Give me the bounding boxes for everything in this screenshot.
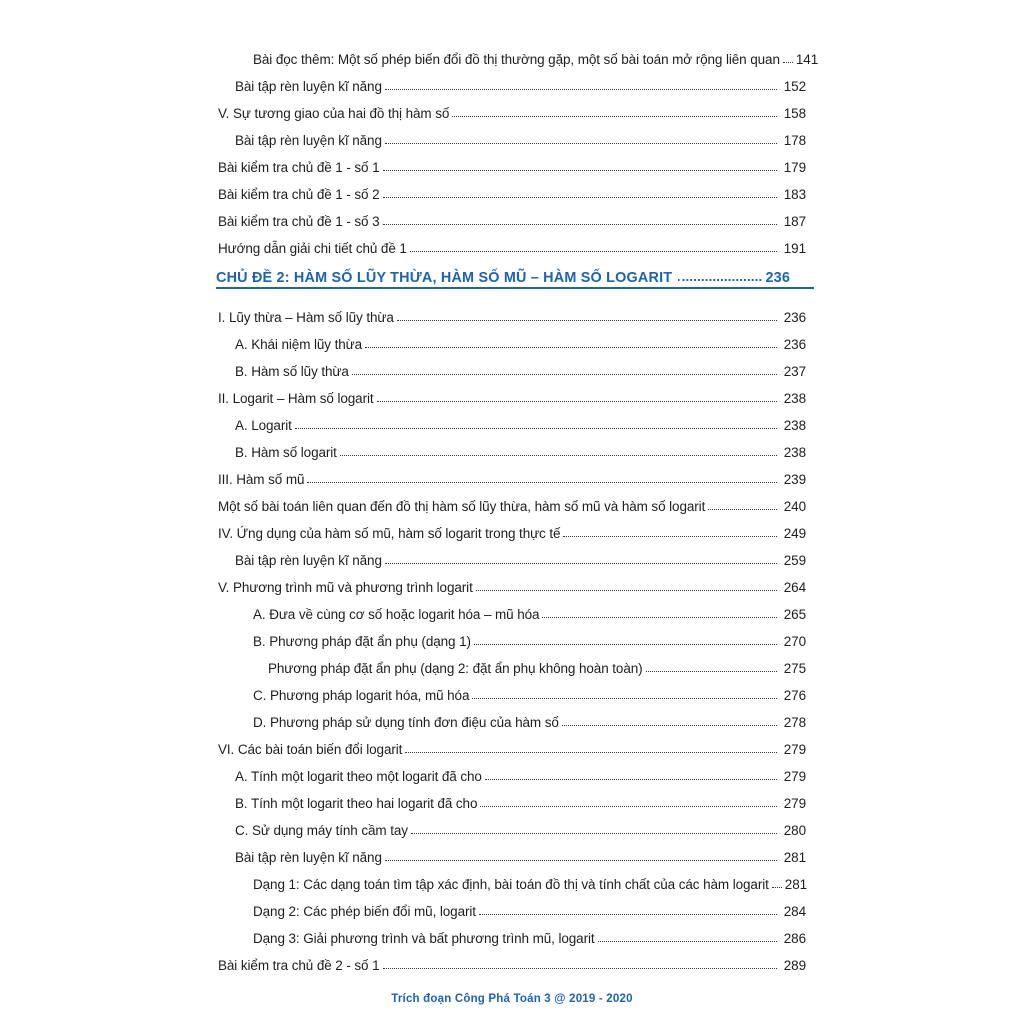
toc-entry-title: VI. Các bài toán biến đổi logarit	[218, 742, 403, 757]
toc-entry-title: Bài kiểm tra chủ đề 2 - số 1	[218, 958, 380, 973]
toc-entry	[253, 924, 806, 946]
dot-leader	[385, 143, 777, 144]
toc-entry	[218, 519, 806, 541]
toc-entry-page: 279	[783, 796, 806, 811]
toc-entry	[268, 654, 806, 676]
dot-leader	[383, 968, 777, 969]
toc-entry	[235, 816, 806, 838]
toc-entry	[235, 72, 806, 94]
toc-entry-title: Bài tập rèn luyện kĩ năng	[235, 850, 382, 865]
toc-entry-title: A. Đưa về cùng cơ số hoặc logarit hóa – mũ hóa	[253, 607, 540, 622]
toc-entry-title: II. Logarit – Hàm số logarit	[218, 391, 374, 406]
toc-entry-title: B. Tính một logarit theo hai logarit đã cho	[235, 796, 478, 811]
dot-leader	[452, 116, 777, 117]
dot-leader	[385, 563, 777, 564]
toc-entry-page: 249	[783, 526, 806, 541]
toc-entry	[218, 492, 806, 514]
toc-entry-title: Dạng 1: Các dạng toán tìm tập xác định, bài toán đồ thị và tính chất của các hàm logarit	[253, 877, 769, 892]
toc-entry	[253, 681, 806, 703]
dot-leader	[397, 320, 777, 321]
dot-leader	[405, 752, 777, 753]
dot-leader	[474, 644, 777, 645]
toc-entry-title: Bài kiểm tra chủ đề 1 - số 3	[218, 214, 380, 229]
toc-entry-title: C. Phương pháp logarit hóa, mũ hóa	[253, 688, 470, 703]
toc-entry-page: 276	[783, 688, 806, 703]
dot-leader	[708, 509, 777, 510]
dot-leader	[598, 941, 777, 942]
dot-leader	[772, 887, 782, 888]
dot-leader	[783, 62, 793, 63]
toc-entry-title: V. Phương trình mũ và phương trình logarit	[218, 580, 473, 595]
toc-entry-page: 289	[783, 958, 806, 973]
toc-entry-page: 259	[783, 553, 806, 568]
toc-entry-title: Bài tập rèn luyện kĩ năng	[235, 79, 382, 94]
toc-entry-title: III. Hàm số mũ	[218, 472, 305, 487]
toc-entry-title: V. Sự tương giao của hai đồ thị hàm số	[218, 106, 450, 121]
toc-entry	[218, 234, 806, 256]
toc-entry-page: 179	[783, 160, 806, 175]
toc-entry	[218, 573, 806, 595]
toc-entry-page: 280	[783, 823, 806, 838]
toc-entry-title: Bài đọc thêm: Một số phép biến đổi đồ thị thường gặp, một số bài toán mở rộng liên quan	[253, 52, 780, 67]
toc-entry-title: Phương pháp đặt ẩn phụ (dạng 2: đặt ẩn phụ không hoàn toàn)	[268, 661, 643, 676]
dot-leader	[383, 197, 777, 198]
toc-entry	[253, 600, 806, 622]
toc-entry	[235, 330, 806, 352]
toc-entry-page: 152	[783, 79, 806, 94]
toc-entry-page: 281	[783, 850, 806, 865]
dot-leader	[480, 806, 777, 807]
toc-entry	[235, 843, 806, 865]
toc-entry-page: 238	[783, 418, 806, 433]
dot-leader	[295, 428, 777, 429]
toc-entry	[218, 735, 806, 757]
toc-entry-page: 187	[783, 214, 806, 229]
dot-leader	[365, 347, 777, 348]
toc-entry-page: 158	[783, 106, 806, 121]
toc-entry-title: C. Sử dụng máy tính cầm tay	[235, 823, 408, 838]
toc-entry	[218, 153, 806, 175]
toc-entry	[253, 870, 806, 892]
toc-entry-title: IV. Ứng dụng của hàm số mũ, hàm số logarit trong thực tế	[218, 526, 561, 541]
toc-entry	[218, 303, 806, 325]
toc-entry-page: 238	[783, 391, 806, 406]
toc-entry-title: A. Tính một logarit theo một logarit đã cho	[235, 769, 482, 784]
toc-entry-page: 141	[795, 52, 819, 67]
toc-entry-title: Bài tập rèn luyện kĩ năng	[235, 133, 382, 148]
toc-entry	[235, 357, 806, 379]
toc-entry	[235, 762, 806, 784]
toc-entry-page: 178	[783, 133, 806, 148]
toc-entry	[218, 951, 806, 973]
toc-entry-title: B. Hàm số logarit	[235, 445, 337, 460]
chapter-heading	[216, 262, 790, 286]
dot-leader	[410, 251, 777, 252]
toc-entry-title: Dạng 2: Các phép biến đổi mũ, logarit	[253, 904, 476, 919]
toc-entry-title: I. Lũy thừa – Hàm số lũy thừa	[218, 310, 394, 325]
toc-entry	[253, 897, 806, 919]
toc-entry	[218, 465, 806, 487]
dot-leader	[542, 617, 777, 618]
toc-entry-page: 239	[783, 472, 806, 487]
dot-leader	[479, 914, 777, 915]
toc-entry-page: 240	[783, 499, 806, 514]
dot-leader	[563, 536, 777, 537]
toc-entry	[235, 411, 806, 433]
dot-leader	[411, 833, 777, 834]
toc-entry-page: 284	[783, 904, 806, 919]
toc-entry-title: Dạng 3: Giải phương trình và bất phương trình mũ, logarit	[253, 931, 595, 946]
toc-entry	[235, 546, 806, 568]
toc-entry-title: Hướng dẫn giải chi tiết chủ đề 1	[218, 241, 407, 256]
toc-entry	[235, 789, 806, 811]
toc-entry-page: 279	[783, 769, 806, 784]
toc-entry-page: 236	[783, 310, 806, 325]
chapter-underline	[216, 287, 814, 289]
toc-entry-page: 183	[783, 187, 806, 202]
page-footer: Trích đoạn Công Phá Toán 3 @ 2019 - 2020	[391, 993, 633, 1005]
toc-entry-page: 237	[783, 364, 806, 379]
dot-leader	[385, 89, 777, 90]
toc-entry-title: A. Logarit	[235, 418, 292, 433]
dot-leader	[385, 860, 777, 861]
toc-entry-page: 286	[783, 931, 806, 946]
toc-entry-page: 264	[783, 580, 806, 595]
toc-entry-title: Bài tập rèn luyện kĩ năng	[235, 553, 382, 568]
toc-entry	[235, 126, 806, 148]
toc-entry	[253, 45, 819, 67]
toc-entry	[218, 180, 806, 202]
dot-leader	[485, 779, 777, 780]
toc-entry-title: Một số bài toán liên quan đến đồ thị hàm số lũy thừa, hàm số mũ và hàm số logarit	[218, 499, 706, 514]
toc-entry-page: 281	[784, 877, 808, 892]
toc-entry-title: Bài kiểm tra chủ đề 1 - số 1	[218, 160, 380, 175]
dot-leader	[383, 170, 777, 171]
toc-entry-title: B. Phương pháp đặt ẩn phụ (dạng 1)	[253, 634, 471, 649]
toc-entry	[253, 708, 806, 730]
toc-entry-page: 238	[783, 445, 806, 460]
chapter-dot-leader	[678, 279, 762, 281]
toc-entry-title: A. Khái niệm lũy thừa	[235, 337, 363, 352]
toc-entry-page: 236	[783, 337, 806, 352]
dot-leader	[476, 590, 777, 591]
dot-leader	[646, 671, 777, 672]
toc-entry-title: B. Hàm số lũy thừa	[235, 364, 349, 379]
toc-entry	[235, 438, 806, 460]
dot-leader	[377, 401, 777, 402]
dot-leader	[340, 455, 777, 456]
toc-entry-page: 270	[783, 634, 806, 649]
toc-entry-title: Bài kiểm tra chủ đề 1 - số 2	[218, 187, 380, 202]
toc-entry	[253, 627, 806, 649]
toc-entry-page: 265	[783, 607, 806, 622]
chapter-page: 236	[765, 269, 791, 286]
toc-entry	[218, 384, 806, 406]
dot-leader	[352, 374, 777, 375]
dot-leader	[562, 725, 777, 726]
toc-entry	[218, 207, 806, 229]
dot-leader	[307, 482, 777, 483]
toc-entry-page: 279	[783, 742, 806, 757]
dot-leader	[383, 224, 777, 225]
toc-entry-page: 278	[783, 715, 806, 730]
toc-entry	[218, 99, 806, 121]
dot-leader	[472, 698, 777, 699]
chapter-title: CHỦ ĐỀ 2: HÀM SỐ LŨY THỪA, HÀM SỐ MŨ – HÀM SỐ LOGARIT	[216, 269, 673, 286]
toc-entry-page: 275	[783, 661, 806, 676]
toc-entry-page: 191	[783, 241, 806, 256]
toc-entry-title: D. Phương pháp sử dụng tính đơn điệu của hàm số	[253, 715, 559, 730]
